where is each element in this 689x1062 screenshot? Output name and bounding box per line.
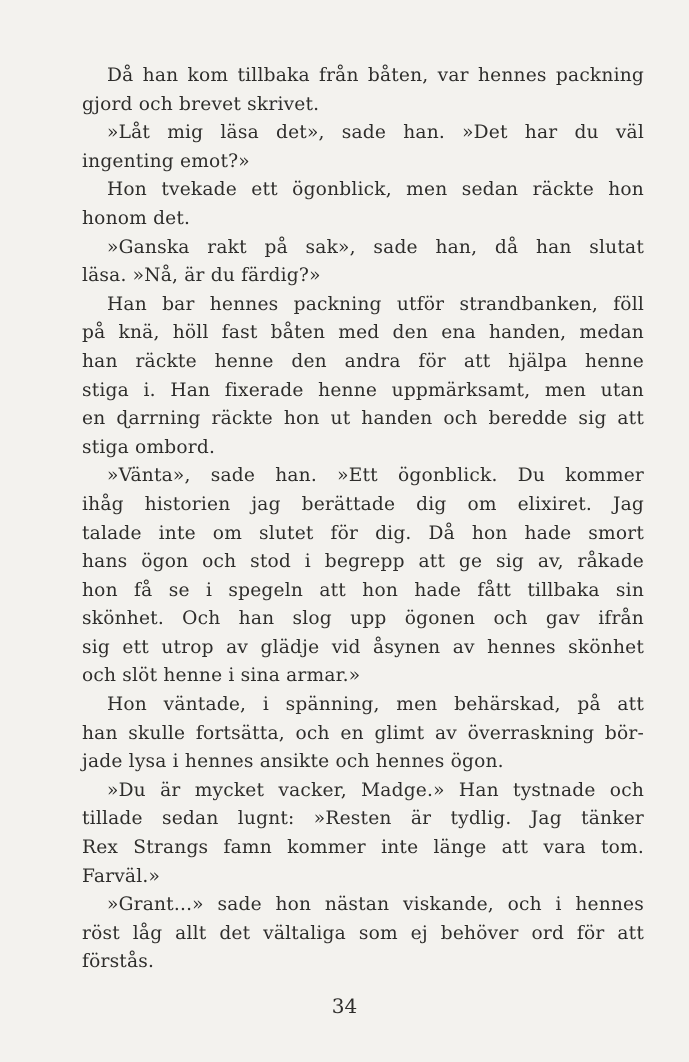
text-line: en ɖarrning räckte hon ut handen och beredde sig att xyxy=(82,408,644,430)
text-line: tillade sedan lugnt: »Resten är tydlig. Jag tänker xyxy=(82,808,644,830)
text-line: Hon väntade, i spänning, men behärskad, på att xyxy=(107,694,644,716)
text-line: ingenting emot?» xyxy=(82,150,250,172)
text-line: läsa. »Nå, är du färdig?» xyxy=(82,265,321,287)
text-line: »Vänta», sade han. »Ett ögonblick. Du kommer xyxy=(107,465,644,487)
text-line: hon få se i spegeln att hon hade fått tillbaka sin xyxy=(82,579,644,601)
text-line: »Du är mycket vacker, Madge.» Han tystnade och xyxy=(107,779,644,801)
text-line: Farväl.» xyxy=(82,865,161,887)
text-line: röst låg allt det vältaliga som ej behöver ord för att xyxy=(82,922,644,944)
text-line: stiga ombord. xyxy=(82,436,216,458)
text-line: på knä, höll fast båten med den ena handen, medan xyxy=(82,322,644,344)
text-line: han räckte henne den andra för att hjälpa henne xyxy=(82,350,644,372)
page-number: 34 xyxy=(331,994,358,1018)
text-line: Då han kom tillbaka från båten, var hennes packning xyxy=(107,65,644,86)
page-body-text xyxy=(82,62,644,977)
text-line: Hon tvekade ett ögonblick, men sedan räckte hon xyxy=(107,179,644,201)
text-line: stiga i. Han fixerade henne uppmärksamt, men utan xyxy=(82,379,644,401)
text-line: Han bar hennes packning utför strandbanken, föll xyxy=(107,293,644,315)
text-line: han skulle fortsätta, och en glimt av överraskning bör- xyxy=(82,722,644,744)
text-line: sig ett utrop av glädje vid åsynen av hennes skönhet xyxy=(82,636,644,658)
text-line: »Ganska rakt på sak», sade han, då han slutat xyxy=(107,236,644,258)
text-line: talade inte om slutet för dig. Då hon hade smort xyxy=(82,522,644,544)
text-line: gjord och brevet skrivet. xyxy=(82,93,320,115)
text-line: förstås. xyxy=(82,951,155,973)
text-line: jade lysa i hennes ansikte och hennes ögon. xyxy=(82,751,504,773)
text-line: honom det. xyxy=(82,207,191,229)
text-line: och slöt henne i sina armar.» xyxy=(82,665,361,687)
text-line: Rex Strangs famn kommer inte länge att vara tom. xyxy=(82,837,644,859)
text-line: »Grant...» sade hon nästan viskande, och i hennes xyxy=(107,894,644,916)
text-line: »Låt mig läsa det», sade han. »Det har du väl xyxy=(107,122,644,144)
text-line: skönhet. Och han slog upp ögonen och gav ifrån xyxy=(82,608,644,630)
text-line: hans ögon och stod i begrepp att ge sig av, råkade xyxy=(82,551,644,573)
text-line: ihåg historien jag berättade dig om elixiret. Jag xyxy=(82,493,644,515)
